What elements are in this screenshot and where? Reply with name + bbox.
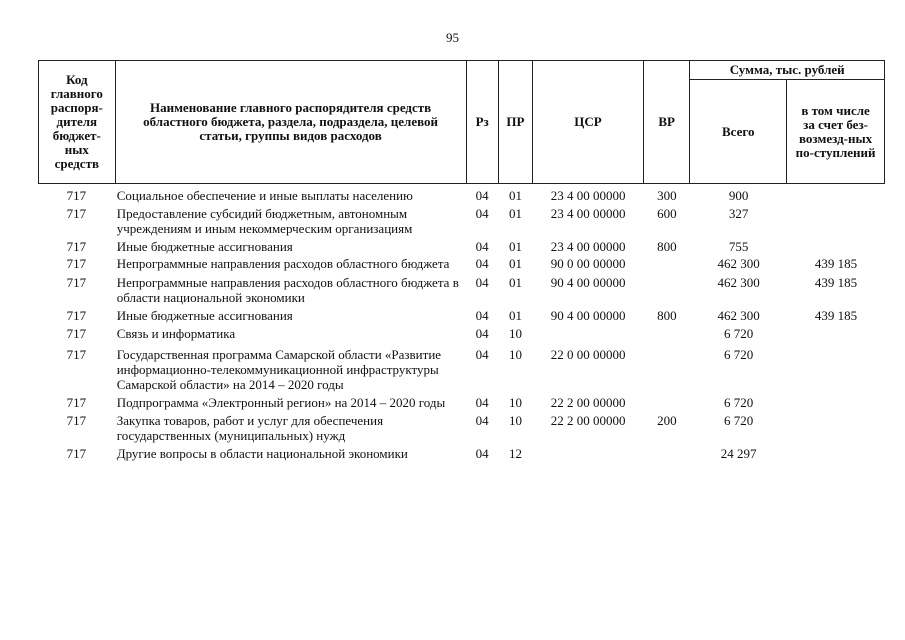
table-row xyxy=(38,341,885,392)
row-pr: 01 xyxy=(508,239,522,254)
header-vr: ВР xyxy=(643,61,689,184)
row-name: Другие вопросы в области национальной экономики xyxy=(116,446,408,461)
row-rz: 04 xyxy=(475,326,489,341)
row-rz: 04 xyxy=(475,395,489,410)
row-rz: 04 xyxy=(475,239,489,254)
row-free xyxy=(787,203,885,236)
row-vsego: 6 720 xyxy=(723,413,754,428)
row-kod: 717 xyxy=(66,347,87,362)
row-free xyxy=(787,410,885,443)
row-kod: 717 xyxy=(66,413,87,428)
row-name: Непрограммные направления расходов областного бюджета xyxy=(116,256,450,271)
row-csr: 23 4 00 00000 xyxy=(550,188,626,203)
row-vr: 800 xyxy=(657,239,677,254)
row-kod: 717 xyxy=(66,188,87,203)
row-vsego: 24 297 xyxy=(720,446,757,461)
row-csr: 22 2 00 00000 xyxy=(550,413,626,428)
row-vr xyxy=(644,341,690,392)
row-name: Подпрограмма «Электронный регион» на 2014 – 2020 годы xyxy=(116,395,446,410)
table-row xyxy=(38,271,885,305)
row-rz: 04 xyxy=(475,188,489,203)
row-rz: 04 xyxy=(475,275,489,290)
row-rz: 04 xyxy=(475,308,489,323)
row-name: Предоставление субсидий бюджетным, автономным учреждениям и иным некоммерческим организациям xyxy=(116,206,413,236)
row-csr: 90 0 00 00000 xyxy=(550,256,626,271)
row-kod: 717 xyxy=(66,326,87,341)
row-name: Иные бюджетные ассигнования xyxy=(116,239,293,254)
row-pr: 01 xyxy=(508,206,522,221)
row-csr: 23 4 00 00000 xyxy=(550,206,626,221)
row-name: Связь и информатика xyxy=(116,326,236,341)
table-row xyxy=(38,443,885,461)
row-vr: 200 xyxy=(657,413,677,428)
row-vr: 800 xyxy=(657,308,677,323)
row-csr: 90 4 00 00000 xyxy=(550,308,626,323)
table-row xyxy=(38,203,885,236)
row-vr xyxy=(644,392,690,410)
table-row xyxy=(38,254,885,271)
row-rz: 04 xyxy=(475,446,489,461)
row-pr: 01 xyxy=(508,308,522,323)
table-row xyxy=(38,410,885,443)
table-row xyxy=(38,184,885,203)
row-pr: 10 xyxy=(508,347,522,362)
row-pr: 10 xyxy=(508,395,522,410)
table-row xyxy=(38,392,885,410)
row-vsego: 6 720 xyxy=(723,395,754,410)
row-pr: 10 xyxy=(508,326,522,341)
row-kod: 717 xyxy=(66,275,87,290)
row-vsego: 755 xyxy=(728,239,749,254)
row-name: Непрограммные направления расходов областного бюджета в области национальной экономики xyxy=(116,275,459,305)
table-header xyxy=(38,60,885,184)
row-rz: 04 xyxy=(475,206,489,221)
row-kod: 717 xyxy=(66,239,87,254)
row-free xyxy=(787,443,885,461)
row-kod: 717 xyxy=(66,446,87,461)
table-row xyxy=(38,323,885,341)
header-csr: ЦСР xyxy=(533,61,644,184)
row-csr xyxy=(533,323,644,341)
row-vsego: 462 300 xyxy=(717,275,760,290)
row-vsego: 6 720 xyxy=(723,326,754,341)
table-row xyxy=(38,236,885,254)
row-pr: 01 xyxy=(508,188,522,203)
row-vsego: 6 720 xyxy=(723,347,754,362)
row-csr: 90 4 00 00000 xyxy=(550,275,626,290)
table-body xyxy=(38,184,885,461)
row-free xyxy=(787,236,885,254)
row-vsego: 327 xyxy=(728,206,749,221)
row-csr xyxy=(533,443,644,461)
row-free: 439 185 xyxy=(814,256,858,271)
row-pr: 10 xyxy=(508,413,522,428)
row-csr: 22 0 00 00000 xyxy=(550,347,626,362)
row-kod: 717 xyxy=(66,256,87,271)
row-vr: 600 xyxy=(657,206,677,221)
header-name: Наименование главного распорядителя средств областного бюджета, раздела, подраздела, целевой статьи, группы видов расходов xyxy=(115,61,466,184)
row-vr xyxy=(644,323,690,341)
row-rz: 04 xyxy=(475,256,489,271)
row-vr: 300 xyxy=(657,188,677,203)
row-vr xyxy=(644,443,690,461)
row-csr: 23 4 00 00000 xyxy=(550,239,626,254)
row-kod: 717 xyxy=(66,308,87,323)
row-vsego: 462 300 xyxy=(717,308,760,323)
row-name: Иные бюджетные ассигнования xyxy=(116,308,293,323)
row-rz: 04 xyxy=(475,413,489,428)
row-pr: 01 xyxy=(508,256,522,271)
row-pr: 12 xyxy=(508,446,522,461)
row-vsego: 462 300 xyxy=(717,256,760,271)
row-csr: 22 2 00 00000 xyxy=(550,395,626,410)
row-name: Социальное обеспечение и иные выплаты населению xyxy=(116,188,413,203)
row-free: 439 185 xyxy=(814,275,858,290)
row-vsego: 900 xyxy=(728,188,749,203)
row-pr: 01 xyxy=(508,275,522,290)
row-free xyxy=(787,184,885,203)
header-sum-group: Сумма, тыс. рублей xyxy=(690,61,885,80)
header-vsego: Всего xyxy=(690,80,787,184)
row-free: 439 185 xyxy=(814,308,858,323)
table-row xyxy=(38,305,885,323)
row-free xyxy=(787,323,885,341)
header-pr: ПР xyxy=(498,61,532,184)
row-free xyxy=(787,341,885,392)
row-name: Государственная программа Самарской области «Развитие информационно-телекоммуникационной инфраструктуры Самарской области» на 2014 – 2020 годы xyxy=(116,347,442,392)
row-vr xyxy=(644,271,690,305)
budget-table xyxy=(38,60,885,461)
page-number: 95 xyxy=(446,30,459,45)
row-vr xyxy=(644,254,690,271)
header-rz: Рз xyxy=(466,61,498,184)
row-name: Закупка товаров, работ и услуг для обеспечения государственных (муниципальных) нужд xyxy=(116,413,384,443)
header-free: в том числе за счет без-возмезд-ных по-ступлений xyxy=(787,80,885,184)
row-kod: 717 xyxy=(66,395,87,410)
row-free xyxy=(787,392,885,410)
row-kod: 717 xyxy=(66,206,87,221)
row-rz: 04 xyxy=(475,347,489,362)
header-kod: Код главного распоря-дителя бюджет-ных средств xyxy=(39,61,116,184)
